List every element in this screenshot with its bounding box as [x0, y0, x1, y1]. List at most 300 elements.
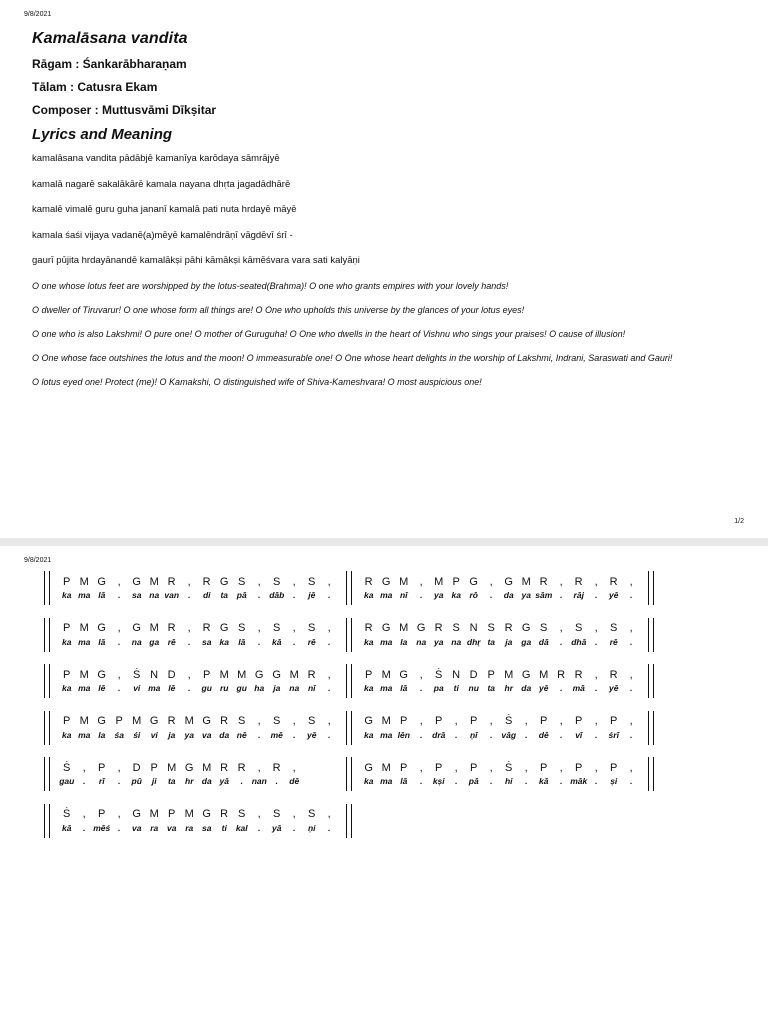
sahitya-syllable: .: [420, 683, 423, 693]
swara-note: S: [272, 715, 281, 727]
swara-note: M: [237, 668, 247, 681]
notation-line: [36, 711, 726, 745]
avartanam: [360, 664, 640, 698]
swara-note: G: [219, 622, 229, 634]
sahitya-row: [360, 635, 640, 648]
sahitya-syllable: nē: [236, 729, 247, 740]
swara-note: P: [434, 761, 443, 774]
swara-note: M: [504, 668, 514, 681]
sahitya-syllable: kā: [272, 636, 282, 647]
sahitya-syllable: pā: [236, 590, 247, 600]
swara-note: ,: [419, 575, 423, 588]
sahitya-row: [58, 635, 338, 648]
swara-row: [360, 668, 640, 682]
sahitya-syllable: na: [416, 636, 427, 647]
sahitya-syllable: sa: [202, 822, 212, 833]
sahitya-syllable: rē: [307, 636, 316, 647]
sahitya-syllable: dhā: [571, 636, 587, 647]
sahitya-syllable: da: [503, 590, 514, 600]
notation-line: [36, 664, 726, 698]
sahitya-syllable: nan: [251, 776, 267, 786]
sahitya-syllable: yē: [609, 683, 619, 693]
swara-note: ,: [454, 761, 458, 774]
swara-note: G: [364, 715, 374, 727]
sahitya-syllable: va: [167, 822, 177, 833]
sahitya-syllable: śa: [114, 729, 124, 740]
swara-row: [58, 621, 338, 635]
sahitya-syllable: .: [118, 636, 121, 647]
sahitya-syllable: .: [560, 683, 563, 693]
swara-note: G: [469, 575, 479, 588]
sahitya-syllable: .: [560, 776, 563, 786]
sahitya-syllable: ma: [380, 729, 393, 740]
sahitya-syllable: .: [328, 822, 331, 833]
lyric-line: kamalāsana vandita pādābjē kamanīya karōdaya sāmrājyē: [32, 153, 280, 164]
swara-note: G: [149, 715, 159, 727]
swara-row: [58, 575, 338, 589]
sahitya-syllable: yā: [219, 776, 229, 786]
sahitya-syllable: na: [131, 636, 142, 647]
swara-note: R: [504, 622, 513, 634]
print-date: 9/8/2021: [24, 557, 52, 564]
swara-note: G: [381, 622, 391, 634]
lyric-line: kamalā nagarē sakalākārē kamala nayana dhṛta jagadādhārē: [32, 178, 291, 190]
sahitya-syllable: nī: [307, 683, 316, 693]
sahitya-syllable: .: [630, 636, 633, 647]
sahitya-syllable: rē: [167, 636, 176, 647]
sahitya-syllable: dhṛ: [466, 636, 481, 647]
sahitya-syllable: ma: [78, 590, 91, 600]
swara-note: G: [416, 622, 426, 634]
sahitya-syllable: ta: [167, 776, 176, 786]
swara-row: [360, 714, 640, 728]
bar-line: [44, 711, 50, 745]
bar-line: [44, 664, 50, 698]
sahitya-syllable: kā: [539, 776, 549, 786]
sahitya-syllable: .: [560, 729, 563, 740]
sahitya-row: [58, 682, 338, 695]
swara-note: M: [184, 808, 194, 820]
swara-note: ,: [594, 761, 598, 774]
swara-note: M: [202, 761, 212, 774]
sahitya-syllable: ya: [521, 590, 531, 600]
sahitya-syllable: ru: [220, 683, 229, 693]
sahitya-syllable: na: [149, 590, 160, 600]
swara-note: G: [381, 575, 391, 588]
swara-note: Ṡ: [62, 761, 71, 774]
sahitya-syllable: ṇi: [307, 822, 316, 833]
swara-note: M: [184, 715, 194, 727]
sahitya-syllable: .: [595, 729, 598, 740]
swara-note: G: [97, 668, 107, 681]
sahitya-syllable: ma: [78, 729, 91, 740]
sahitya-syllable: .: [455, 776, 458, 786]
swara-note: S: [307, 808, 316, 820]
swara-note: G: [97, 575, 107, 588]
swara-note: S: [487, 622, 496, 634]
sahitya-syllable: ṇī: [469, 729, 478, 740]
swara-note: ,: [629, 715, 633, 727]
swara-note: ,: [559, 761, 563, 774]
sahitya-syllable: ya: [434, 590, 444, 600]
swara-note: ,: [257, 622, 261, 634]
swara-note: S: [237, 575, 246, 588]
swara-note: N: [452, 668, 461, 681]
swara-note: P: [399, 715, 408, 727]
section-heading: Lyrics and Meaning: [32, 126, 173, 143]
sahitya-syllable: .: [630, 590, 633, 600]
swara-note: ,: [82, 808, 86, 820]
swara-note: P: [609, 715, 618, 727]
bar-line: [346, 757, 352, 791]
swara-note: P: [469, 715, 478, 727]
sahitya-syllable: ti: [453, 683, 459, 693]
bar-line: [648, 711, 654, 745]
sahitya-syllable: lē: [98, 683, 106, 693]
swara-note: P: [62, 668, 71, 681]
sahitya-syllable: śrī: [608, 729, 619, 740]
sahitya-syllable: ta: [487, 683, 496, 693]
swara-note: R: [167, 622, 176, 634]
sahitya-row: [58, 775, 338, 788]
swara-note: ,: [489, 715, 493, 727]
sahitya-syllable: sa: [132, 590, 142, 600]
bar-line: [648, 618, 654, 652]
bar-line: [648, 664, 654, 698]
swara-note: M: [399, 622, 409, 634]
sahitya-row: [360, 682, 640, 695]
sahitya-syllable: da: [219, 729, 230, 740]
swara-note: ,: [187, 622, 191, 634]
sahitya-row: [58, 821, 338, 834]
sahitya-syllable: ji: [151, 776, 157, 786]
swara-note: P: [167, 808, 176, 820]
avartanam: [58, 757, 338, 791]
sahitya-syllable: lēn: [397, 729, 410, 740]
swara-note: M: [149, 575, 159, 588]
swara-note: R: [167, 715, 176, 727]
swara-note: R: [434, 622, 443, 634]
sahitya-syllable: yē: [307, 729, 317, 740]
swara-note: R: [574, 668, 583, 681]
avartanam: [360, 618, 640, 652]
sahitya-syllable: ga: [149, 636, 160, 647]
sahitya-syllable: yē: [609, 590, 619, 600]
sahitya-syllable: .: [630, 729, 633, 740]
sahitya-syllable: dē: [538, 729, 549, 740]
sahitya-syllable: lā: [98, 636, 106, 647]
swara-note: P: [469, 761, 478, 774]
sahitya-syllable: ma: [148, 683, 161, 693]
sahitya-syllable: ja: [273, 683, 281, 693]
sahitya-syllable: sa: [202, 636, 212, 647]
sahitya-syllable: mā: [572, 683, 585, 693]
sahitya-syllable: .: [420, 590, 423, 600]
sahitya-syllable: yē: [539, 683, 549, 693]
sahitya-syllable: ja: [505, 636, 513, 647]
swara-row: [58, 807, 338, 821]
sahitya-syllable: la: [98, 729, 106, 740]
swara-note: S: [307, 622, 316, 634]
swara-note: M: [79, 622, 89, 634]
sahitya-syllable: ka: [451, 590, 461, 600]
bar-line: [346, 804, 352, 838]
sahitya-syllable: sām: [535, 590, 553, 600]
swara-note: ,: [524, 715, 528, 727]
sahitya-syllable: ya: [184, 729, 194, 740]
sahitya-syllable: .: [293, 636, 296, 647]
bar-line: [346, 664, 352, 698]
swara-row: [360, 761, 640, 775]
sahitya-syllable: .: [118, 822, 121, 833]
swara-note: ,: [419, 668, 423, 681]
swara-note: P: [539, 761, 548, 774]
avartanam: [58, 618, 338, 652]
swara-note: P: [62, 715, 71, 727]
avartanam: [58, 571, 338, 605]
swara-note: S: [539, 622, 548, 634]
bar-line: [44, 618, 50, 652]
swara-note: S: [237, 715, 246, 727]
sahitya-syllable: ka: [62, 636, 72, 647]
sahitya-syllable: gau: [59, 776, 75, 786]
sahitya-syllable: .: [630, 683, 633, 693]
swara-note: R: [364, 622, 373, 634]
swara-note: G: [272, 668, 282, 681]
swara-row: [360, 621, 640, 635]
sahitya-syllable: ka: [62, 683, 72, 693]
sahitya-syllable: lā: [400, 776, 408, 786]
sahitya-syllable: mēś: [93, 822, 111, 833]
swara-note: G: [97, 715, 107, 727]
sahitya-syllable: kā: [62, 822, 72, 833]
swara-note: R: [557, 668, 566, 681]
swara-note: ,: [257, 808, 261, 820]
swara-note: M: [381, 668, 391, 681]
swara-note: ,: [454, 715, 458, 727]
swara-note: G: [132, 575, 142, 588]
sahitya-syllable: dā: [538, 636, 549, 647]
swara-note: P: [434, 715, 443, 727]
swara-note: ,: [489, 761, 493, 774]
swara-note: M: [132, 715, 142, 727]
sahitya-syllable: .: [595, 776, 598, 786]
swara-note: ,: [292, 761, 296, 774]
sahitya-syllable: .: [275, 776, 278, 786]
swara-note: Ṡ: [504, 761, 513, 774]
swara-note: P: [62, 622, 71, 634]
notation-line: [36, 571, 726, 605]
bar-line: [346, 571, 352, 605]
page-title: Kamalāsana vandita: [32, 30, 188, 47]
notation-line: [36, 804, 726, 838]
meaning-line: O One whose face outshines the lotus and the moon! O immeasurable one! O One whose heart delights in the worship of Lakshmi, Indrani, Saraswati and Gauri!: [32, 352, 673, 363]
swara-note: M: [381, 715, 391, 727]
sahitya-syllable: .: [328, 729, 331, 740]
sahitya-syllable: .: [420, 729, 423, 740]
swara-note: ,: [629, 575, 633, 588]
sahitya-syllable: mē: [270, 729, 283, 740]
sahitya-syllable: ta: [220, 590, 229, 600]
sahitya-syllable: yā: [272, 822, 282, 833]
avartanam: [360, 757, 640, 791]
swara-note: G: [364, 761, 374, 774]
swara-note: ,: [559, 622, 563, 634]
swara-note: ,: [629, 668, 633, 681]
swara-note: R: [539, 575, 548, 588]
page-number: 1/2: [734, 518, 744, 525]
notation-line: [36, 618, 726, 652]
meaning-line: O dweller of Tiruvarur! O one whose form all things are! O One who upholds this universe by the glances of your lotus eyes!: [32, 304, 525, 315]
swara-note: ,: [292, 808, 296, 820]
sahitya-syllable: na: [289, 683, 300, 693]
swara-note: R: [272, 761, 281, 774]
sahitya-syllable: va: [202, 729, 212, 740]
sahitya-syllable: hi: [504, 776, 513, 786]
swara-row: [58, 761, 338, 775]
bar-line: [648, 571, 654, 605]
swara-note: R: [307, 668, 316, 681]
sahitya-syllable: vāg: [501, 729, 517, 740]
sahitya-syllable: .: [118, 590, 121, 600]
sahitya-syllable: .: [258, 590, 261, 600]
sahitya-syllable: .: [595, 590, 598, 600]
swara-note: G: [521, 622, 531, 634]
sahitya-syllable: ka: [219, 636, 229, 647]
swara-note: G: [219, 575, 229, 588]
swara-note: N: [469, 622, 478, 634]
swara-note: ,: [559, 715, 563, 727]
swara-note: Ṡ: [62, 808, 71, 820]
swara-note: S: [574, 622, 583, 634]
sahitya-syllable: .: [240, 776, 243, 786]
sahitya-syllable: .: [188, 683, 191, 693]
swara-note: Ṡ: [504, 715, 513, 727]
sahitya-syllable: di: [202, 590, 211, 600]
sahitya-syllable: lā: [98, 590, 106, 600]
swara-note: D: [469, 668, 478, 681]
sahitya-syllable: rē: [609, 636, 618, 647]
ragam-line: Rāgam : Śankarābharaṇam: [32, 57, 187, 71]
swara-note: S: [609, 622, 618, 634]
swara-note: P: [62, 575, 71, 588]
swara-note: R: [609, 668, 618, 681]
swara-notation: [36, 571, 726, 850]
swara-note: R: [202, 575, 211, 588]
swara-note: G: [202, 715, 212, 727]
sahitya-syllable: nī: [399, 590, 408, 600]
swara-note: P: [202, 668, 211, 681]
sahitya-syllable: ma: [380, 590, 393, 600]
avartanam: [360, 571, 640, 605]
sahitya-syllable: gu: [201, 683, 212, 693]
swara-note: R: [220, 715, 229, 727]
swara-note: P: [115, 715, 124, 727]
swara-note: G: [504, 575, 514, 588]
lyric-line: kamala śaśi vijaya vadanē(a)mēyē kamalēndrāṇī vāgdēvī śrī -: [32, 229, 293, 241]
swara-note: ,: [327, 622, 331, 634]
sahitya-syllable: da: [521, 683, 532, 693]
swara-note: ,: [292, 715, 296, 727]
sahitya-syllable: ṣi: [610, 776, 618, 786]
sahitya-row: [360, 589, 640, 602]
swara-note: ,: [594, 715, 598, 727]
swara-note: G: [254, 668, 264, 681]
sahitya-syllable: ra: [185, 822, 194, 833]
swara-note: M: [289, 668, 299, 681]
swara-note: P: [97, 808, 106, 820]
sahitya-syllable: .: [188, 590, 191, 600]
lyric-line: kamalē vimalē guru guha jananī kamalā pati nuta hrdayē māyē: [32, 204, 297, 215]
swara-note: ,: [82, 761, 86, 774]
sahitya-syllable: ta: [487, 636, 496, 647]
swara-note: ,: [257, 715, 261, 727]
sahitya-syllable: ka: [62, 729, 72, 740]
sahitya-syllable: ha: [254, 683, 265, 693]
sahitya-syllable: vi: [150, 729, 158, 740]
sahitya-syllable: lā: [400, 683, 408, 693]
swara-note: ,: [117, 808, 121, 820]
swara-note: S: [452, 622, 461, 634]
sahitya-syllable: ka: [364, 590, 374, 600]
sahitya-syllable: ma: [380, 636, 393, 647]
swara-note: Ṡ: [434, 668, 443, 681]
swara-note: N: [150, 668, 159, 681]
bar-line: [44, 804, 50, 838]
sahitya-syllable: van: [164, 590, 180, 600]
swara-note: ,: [292, 622, 296, 634]
swara-note: P: [97, 761, 106, 774]
sahitya-syllable: ma: [380, 776, 393, 786]
swara-note: R: [167, 575, 176, 588]
swara-note: S: [307, 715, 316, 727]
swara-row: [58, 668, 338, 682]
swara-note: M: [399, 575, 409, 588]
sahitya-row: [360, 728, 640, 741]
sahitya-syllable: ka: [364, 636, 374, 647]
swara-note: M: [167, 761, 177, 774]
swara-note: P: [574, 715, 583, 727]
swara-note: M: [521, 575, 531, 588]
swara-note: S: [272, 808, 281, 820]
swara-note: M: [79, 668, 89, 681]
sahitya-syllable: pa: [433, 683, 444, 693]
sahitya-syllable: la: [400, 636, 408, 647]
composer-line: Composer : Muttusvāmi Dīkṣitar: [32, 103, 217, 117]
sahitya-syllable: .: [83, 776, 86, 786]
sahitya-syllable: ti: [221, 822, 227, 833]
talam-line: Tālam : Catusra Ekam: [32, 80, 158, 94]
sahitya-syllable: .: [328, 683, 331, 693]
swara-note: S: [272, 575, 281, 588]
swara-note: ,: [257, 575, 261, 588]
swara-note: M: [149, 622, 159, 634]
swara-note: G: [132, 622, 142, 634]
sahitya-syllable: .: [595, 683, 598, 693]
swara-note: ,: [629, 622, 633, 634]
swara-note: P: [574, 761, 583, 774]
swara-note: ,: [187, 668, 191, 681]
sahitya-row: [58, 728, 338, 741]
sahitya-syllable: rāj: [573, 590, 584, 600]
bar-line: [346, 618, 352, 652]
sahitya-syllable: .: [118, 683, 121, 693]
sahitya-syllable: da: [201, 776, 212, 786]
swara-note: P: [399, 761, 408, 774]
sahitya-syllable: dē: [289, 776, 300, 786]
avartanam: [58, 664, 338, 698]
swara-note: R: [220, 761, 229, 774]
